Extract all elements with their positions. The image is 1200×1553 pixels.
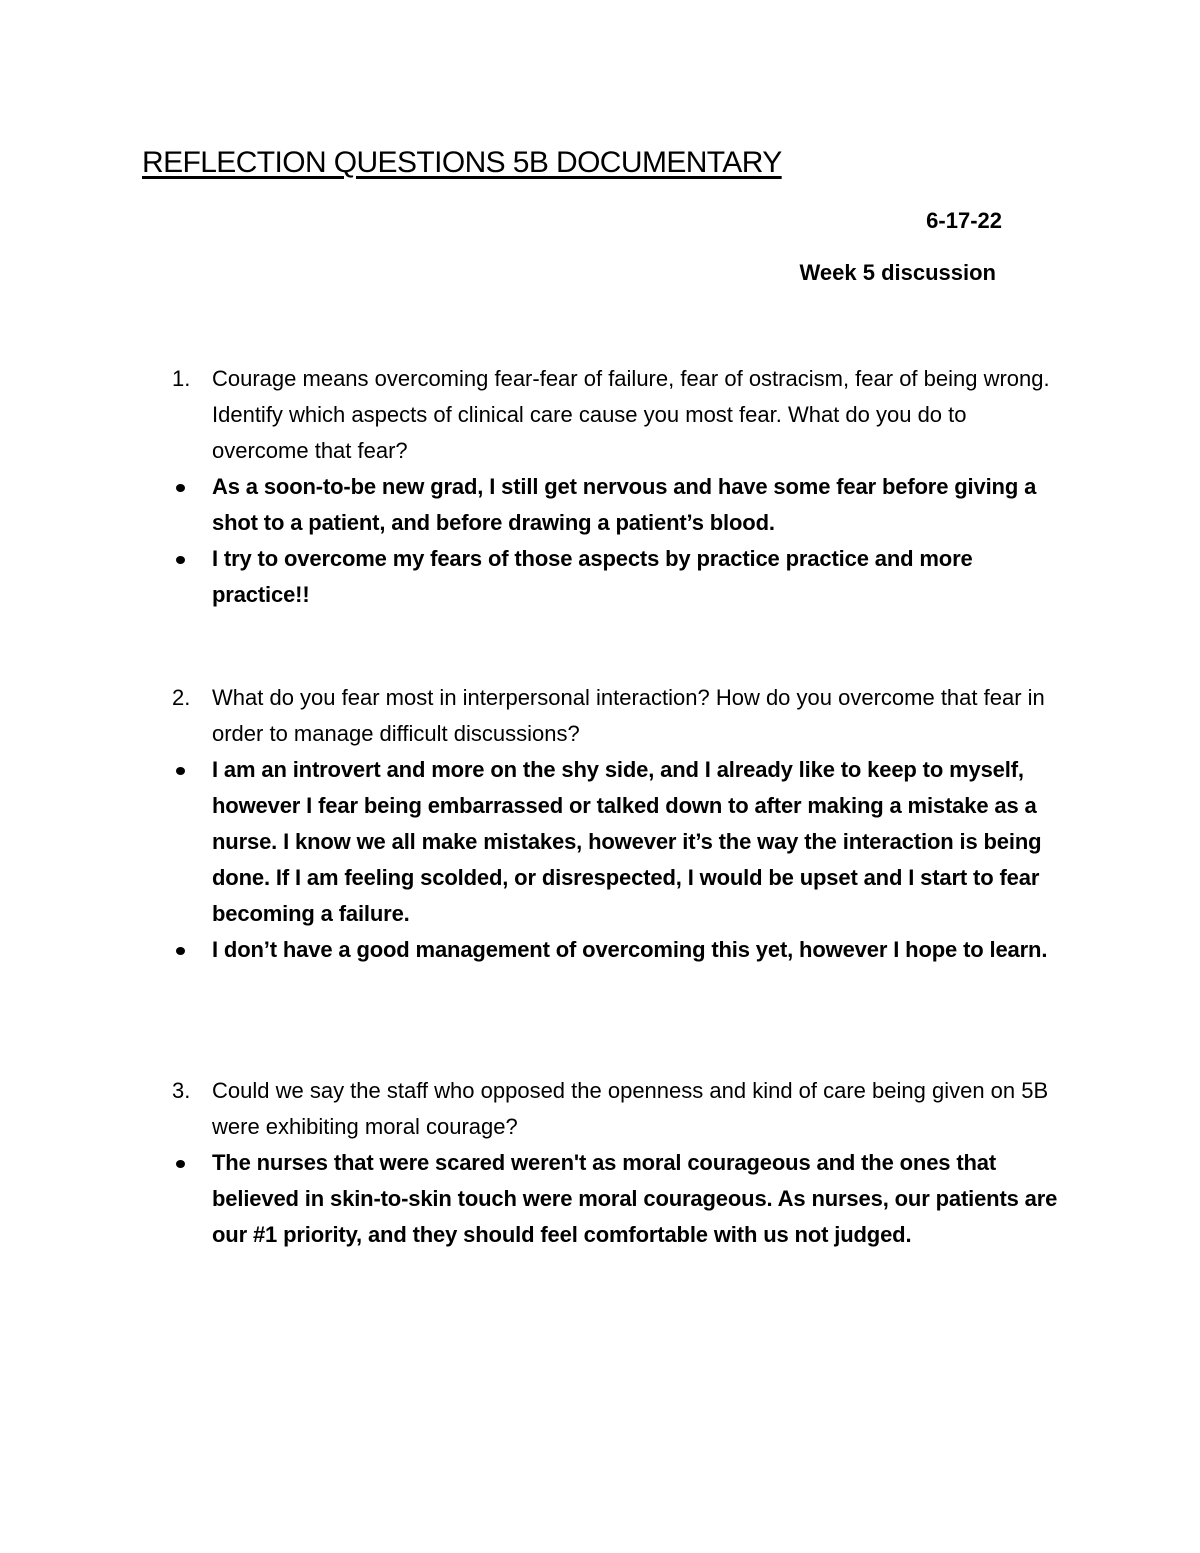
answer-text: As a soon-to-be new grad, I still get nervous and have some fear before giving a shot to a patient, and before drawing a patient’s blood. — [212, 474, 1037, 535]
document-title: REFLECTION QUESTIONS 5B DOCUMENTARY — [142, 146, 782, 179]
question-text: Could we say the staff who opposed the openness and kind of care being given on 5B were exhibiting moral courage? — [212, 1078, 1049, 1139]
answer-text: The nurses that were scared weren't as moral courageous and the ones that believed in skin-to-skin touch were moral courageous. As nurses, our patients are our #1 priority, and they should feel comfortable with us not judged. — [212, 1150, 1058, 1247]
question-number: 2. — [172, 685, 191, 710]
document-date: 6-17-22 — [926, 208, 1002, 233]
question-section-3 — [172, 1073, 1062, 1253]
bullet-icon — [172, 1145, 212, 1253]
question-3 — [172, 1073, 1062, 1145]
bullet-icon — [172, 752, 212, 932]
bullet-icon — [172, 541, 212, 613]
answer-text: I am an introvert and more on the shy side, and I already like to keep to myself, however I fear being embarrassed or talked down to after making a mistake as a nurse. I know we all make mistakes, however it’s the way the interaction is being done. If I am feeling scolded, or disrespected, I would be upset and I start to fear becoming a failure. — [212, 757, 1042, 926]
bullet-icon — [172, 469, 212, 541]
question-number: 3. — [172, 1078, 191, 1103]
answer-item — [172, 469, 1062, 541]
question-2 — [172, 680, 1062, 752]
week-label: Week 5 discussion — [799, 260, 996, 285]
answer-text: I don’t have a good management of overcoming this yet, however I hope to learn. — [212, 937, 1048, 962]
question-text: Courage means overcoming fear-fear of failure, fear of ostracism, fear of being wrong. Identify which aspects of clinical care cause you most fear. What do you do to overcome that fear? — [212, 366, 1050, 463]
question-1 — [172, 361, 1062, 469]
question-number: 1. — [172, 366, 191, 391]
question-section-2 — [172, 680, 1062, 968]
answer-text: I try to overcome my fears of those aspects by practice practice and more practice!! — [212, 546, 973, 607]
answer-item — [172, 752, 1062, 932]
answer-item — [172, 541, 1062, 613]
answer-item — [172, 1145, 1062, 1253]
question-text: What do you fear most in interpersonal interaction? How do you overcome that fear in order to manage difficult discussions? — [212, 685, 1045, 746]
answer-item — [172, 932, 1062, 968]
bullet-icon — [172, 932, 212, 968]
question-section-1 — [172, 361, 1062, 613]
